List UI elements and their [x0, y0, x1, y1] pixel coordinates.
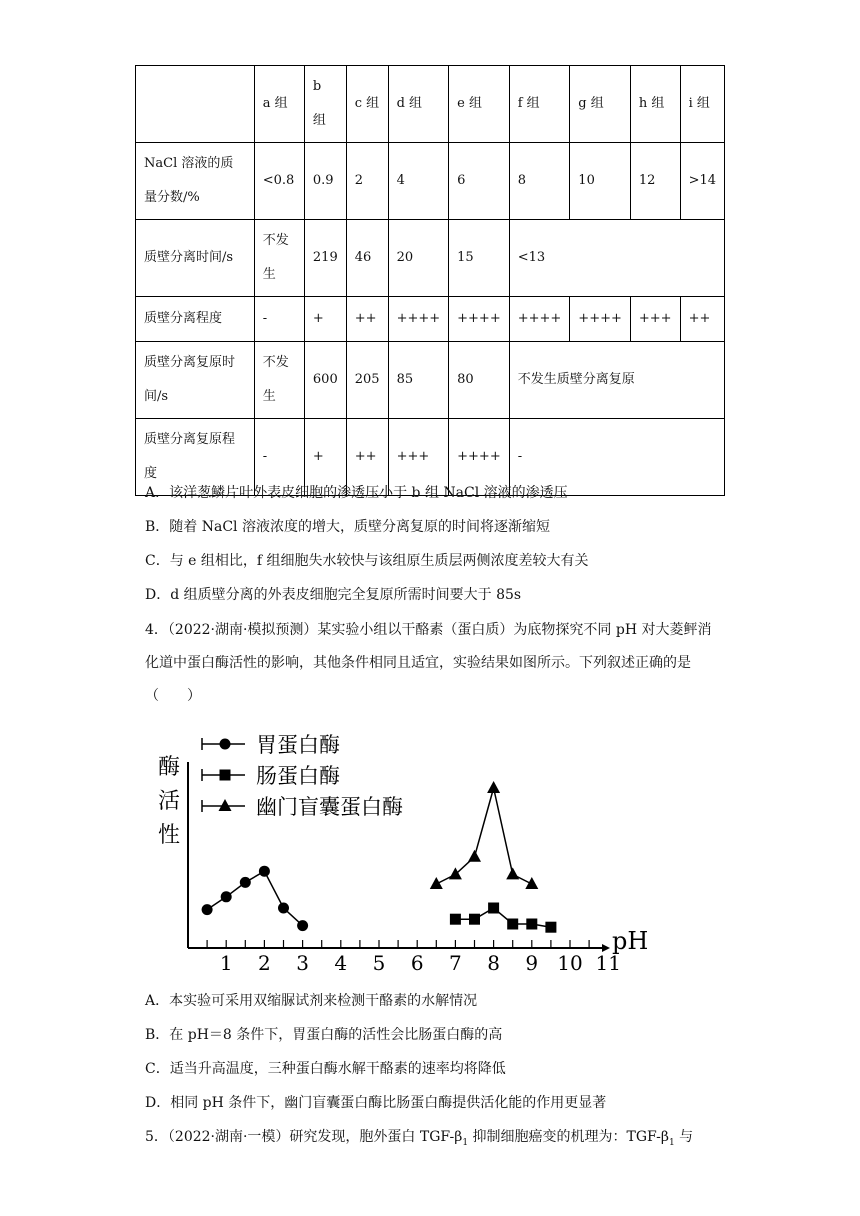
table-cell: 4 — [388, 143, 449, 220]
x-tick-label: 1 — [219, 951, 233, 975]
table-cell: ++++ — [509, 297, 570, 342]
data-point — [221, 891, 232, 902]
table-cell: ++++ — [570, 297, 631, 342]
data-point — [468, 850, 481, 862]
data-point — [202, 904, 213, 915]
enzyme-activity-chart — [150, 722, 660, 977]
table-cell-merged: <13 — [509, 220, 724, 297]
q5-sub1: 1 — [462, 1137, 469, 1148]
table-cell: 205 — [346, 342, 388, 419]
data-point — [259, 866, 270, 877]
legend-marker — [220, 770, 231, 781]
q5-stem-part3: 与 — [674, 1129, 694, 1145]
q4-option-c: C．适当升高温度，三种蛋白酶水解干酪素的速率均将降低 — [145, 1061, 506, 1077]
y-axis-label-char: 酶 — [158, 755, 181, 780]
q5-stem — [145, 1126, 725, 1154]
data-point — [297, 920, 308, 931]
legend-label: 幽门盲囊蛋白酶 — [256, 795, 403, 819]
table-cell: 85 — [388, 342, 449, 419]
table-cell-merged: - — [509, 419, 724, 496]
table-cell: <0.8 — [254, 143, 304, 220]
data-point — [450, 914, 461, 925]
row-label-degree: 质壁分离程度 — [136, 297, 255, 342]
experiment-table — [135, 65, 725, 496]
table-cell: 15 — [449, 220, 510, 297]
table-cell: + — [304, 297, 346, 342]
table-cell: 10 — [570, 143, 631, 220]
table-cell: ++++ — [388, 297, 449, 342]
table-cell: ++ — [346, 297, 388, 342]
q3-option-a: A．该洋葱鳞片叶外表皮细胞的渗透压小于 b 组 NaCl 溶液的渗透压 — [145, 485, 568, 501]
x-tick-label: 4 — [334, 951, 348, 975]
data-point — [545, 922, 556, 933]
series-line — [436, 788, 532, 884]
table-cell: - — [254, 419, 304, 496]
legend-label: 肠蛋白酶 — [256, 764, 340, 788]
data-point — [526, 919, 537, 930]
table-header-i: i 组 — [680, 66, 724, 143]
x-tick-label: 10 — [557, 951, 583, 975]
table-cell: 600 — [304, 342, 346, 419]
q5-stem-part1: 5．（2022·湖南·一模）研究发现，胞外蛋白 TGF-β — [145, 1129, 463, 1145]
table-cell: ++ — [346, 419, 388, 496]
table-cell: 2 — [346, 143, 388, 220]
legend-label: 胃蛋白酶 — [256, 733, 340, 757]
chart-legend — [202, 733, 403, 819]
data-point — [278, 903, 289, 914]
row-label-recover-degree: 质壁分离复原程度 — [136, 419, 255, 496]
data-point — [525, 877, 538, 889]
table-cell: +++ — [388, 419, 449, 496]
data-point — [240, 877, 251, 888]
x-tick-label: 11 — [595, 951, 621, 975]
x-tick-label: 2 — [258, 951, 271, 975]
table-cell: 8 — [509, 143, 570, 220]
x-tick-label: 3 — [296, 951, 309, 975]
table-header-c: c 组 — [346, 66, 388, 143]
x-tick-label: 6 — [410, 951, 424, 975]
x-axis-label: pH — [612, 927, 649, 955]
data-point — [506, 867, 519, 879]
q5-sub2: 1 — [668, 1137, 675, 1148]
legend-marker — [219, 799, 232, 811]
x-tick-label: 9 — [525, 951, 539, 975]
legend-marker — [220, 739, 231, 750]
table-cell: ++ — [680, 297, 724, 342]
table-cell: 46 — [346, 220, 388, 297]
q3-option-d: D．d 组质壁分离的外表皮细胞完全复原所需时间要大于 85s — [145, 587, 522, 603]
row-label-recover-time: 质壁分离复原时间/s — [136, 342, 255, 419]
q5-stem-part2: 抑制细胞癌变的机理为：TGF-β — [468, 1129, 669, 1145]
table-cell: 6 — [449, 143, 510, 220]
data-point — [430, 877, 443, 889]
data-point — [488, 903, 499, 914]
row-label-time: 质壁分离时间/s — [136, 220, 255, 297]
table-cell: - — [254, 297, 304, 342]
q4-stem: 4．（2022·湖南·模拟预测）某实验小组以干酪素（蛋白质）为底物探究不同 pH 对大菱鲆消化道中蛋白酶活性的影响，其他条件相同且适宜，实验结果如图所示。下列叙述正确的是（ ） — [145, 622, 712, 704]
table-header-d: d 组 — [388, 66, 449, 143]
table-header-h: h 组 — [630, 66, 680, 143]
table-cell: 不发生 — [254, 220, 304, 297]
table-cell: 不发生 — [254, 342, 304, 419]
row-label-nacl: NaCl 溶液的质量分数/% — [136, 143, 255, 220]
table-cell: ++++ — [449, 419, 510, 496]
q3-option-b: B．随着 NaCl 溶液浓度的增大，质壁分离复原的时间将逐渐缩短 — [145, 519, 550, 535]
q4-option-b: B．在 pH＝8 条件下，胃蛋白酶的活性会比肠蛋白酶的高 — [145, 1027, 503, 1043]
q3-option-c: C．与 e 组相比，f 组细胞失水较快与该组原生质层两侧浓度差较大有关 — [145, 553, 589, 569]
table-header-b: b 组 — [304, 66, 346, 143]
table-cell: ++++ — [449, 297, 510, 342]
chart-axes — [158, 755, 648, 975]
data-point — [507, 919, 518, 930]
y-axis-label-char: 性 — [158, 823, 181, 848]
table-cell: 0.9 — [304, 143, 346, 220]
table-cell: 80 — [449, 342, 510, 419]
table-cell: 12 — [630, 143, 680, 220]
x-tick-label: 8 — [487, 951, 500, 975]
table-cell: 219 — [304, 220, 346, 297]
table-cell: +++ — [630, 297, 680, 342]
y-axis-label-char: 活 — [158, 789, 181, 814]
table-header-e: e 组 — [449, 66, 510, 143]
x-tick-label: 5 — [372, 951, 386, 975]
q4-option-d: D．相同 pH 条件下，幽门盲囊蛋白酶比肠蛋白酶提供活化能的作用更显著 — [145, 1095, 607, 1111]
table-header-f: f 组 — [509, 66, 570, 143]
table-cell: 20 — [388, 220, 449, 297]
q4-option-a: A．本实验可采用双缩脲试剂来检测干酪素的水解情况 — [145, 993, 478, 1009]
table-cell: >14 — [680, 143, 724, 220]
table-cell-merged: 不发生质壁分离复原 — [509, 342, 724, 419]
table-cell: + — [304, 419, 346, 496]
table-header-a: a 组 — [254, 66, 304, 143]
data-point — [469, 914, 480, 925]
x-tick-label: 7 — [449, 951, 462, 975]
table-header-empty — [136, 66, 255, 143]
data-point — [487, 781, 500, 793]
table-header-g: g 组 — [570, 66, 631, 143]
